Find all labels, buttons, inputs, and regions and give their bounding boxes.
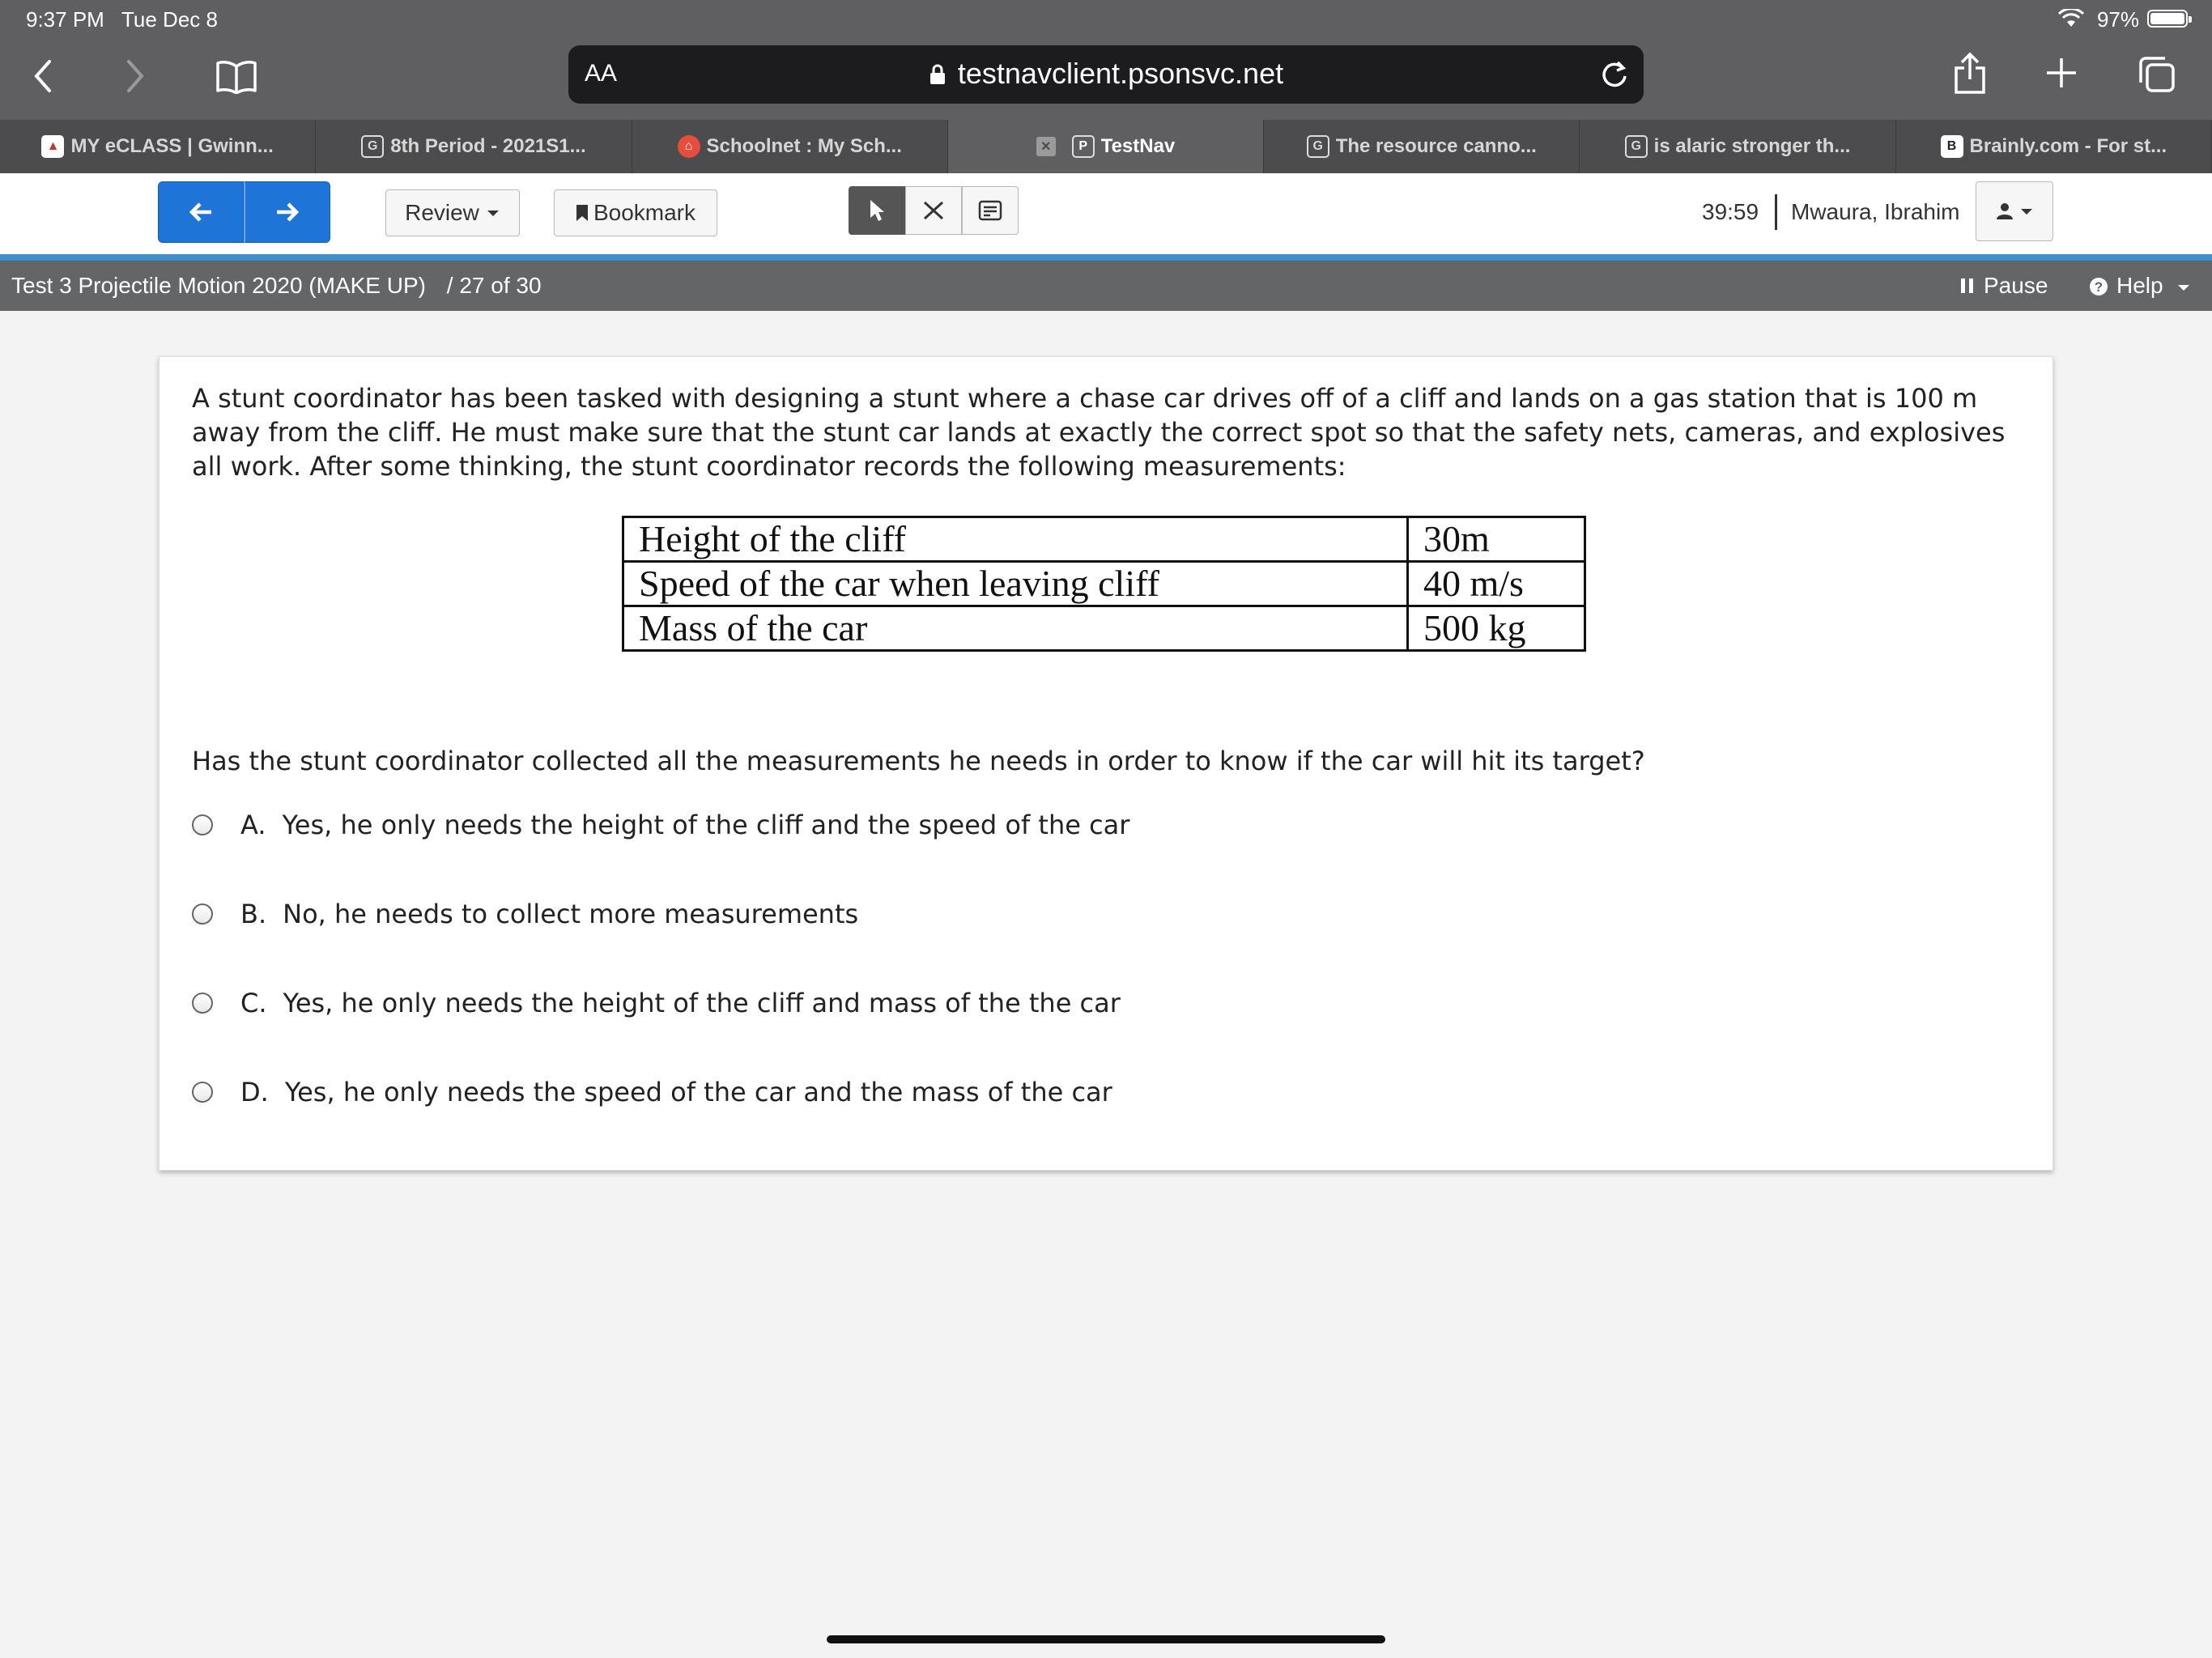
user-menu-button[interactable] [1976,181,2053,241]
brainly-icon: B [1941,135,1963,158]
text-size-button[interactable]: AA [585,60,618,87]
svg-text:?: ? [2094,279,2104,295]
user-icon [1995,202,2014,220]
radio-button[interactable] [192,993,213,1014]
cross-out-icon [922,200,945,221]
divider [1775,194,1777,230]
close-tab-icon[interactable]: × [1036,137,1056,156]
pause-icon [1959,277,1976,295]
timer: 39:59 [1702,199,1759,224]
browser-toolbar [0,39,2212,120]
caret-down-icon [486,208,500,218]
arrow-left-icon [189,202,213,223]
question-card [159,356,2053,1171]
notes-tool[interactable] [962,186,1019,235]
choice-letter: A. [240,810,266,840]
lock-icon [929,64,946,85]
share-icon[interactable] [1951,50,1989,97]
choice-letter: D. [240,1077,269,1107]
table-cell-label: Speed of the car when leaving cliff [623,562,1408,606]
reload-icon[interactable] [1600,60,1629,89]
tab-testnav[interactable] [948,120,1264,173]
radio-button[interactable] [192,814,213,835]
tab-brainly[interactable] [1896,120,2212,173]
url-text: testnavclient.psonsvc.net [957,57,1284,90]
pointer-tool[interactable] [849,186,905,235]
address-bar[interactable] [568,45,1644,104]
choice-text: No, he needs to collect more measurements [283,899,859,929]
new-tab-icon[interactable] [2042,53,2081,92]
table-cell-value: 40 m/s [1408,562,1585,606]
help-icon [2089,277,2108,296]
battery-icon [2147,10,2188,28]
help-label: Help [2116,273,2163,298]
arrow-right-icon [275,202,300,223]
tab-label: MY eCLASS | Gwinn... [70,135,274,157]
table-cell-value: 30m [1408,517,1585,562]
tabs-overview-icon[interactable] [2136,53,2178,96]
choice-text: Yes, he only needs the height of the cliff and the speed of the car [282,810,1130,840]
bookmark-button[interactable] [554,189,717,236]
question-prompt: Has the stunt coordinator collected all the measurements he needs in order to know if the car will hit its target? [192,746,1645,776]
nav-buttons [158,181,330,243]
choice-c[interactable] [192,983,1121,1023]
battery-percent: 97% [2096,7,2139,32]
radio-button[interactable] [192,903,213,925]
choice-text: Yes, he only needs the speed of the car and the mass of the car [284,1077,1112,1107]
table-cell-value: 500 kg [1408,606,1585,651]
test-title-row [11,273,542,299]
home-indicator [827,1635,1385,1643]
table-cell-label: Height of the cliff [623,517,1408,562]
table-row [623,517,1585,562]
g-icon: G [1307,135,1329,158]
tab-resource[interactable] [1264,120,1580,173]
status-bar [0,0,2212,39]
bookmark-icon [576,204,589,222]
eliminate-tool[interactable] [905,186,962,235]
schoolnet-icon: ⌂ [678,135,700,158]
table-row [623,606,1585,651]
p-icon: P [1072,135,1095,158]
eclass-icon: ▲ [41,135,64,158]
measurements-table [622,516,1586,652]
previous-button[interactable] [158,181,244,243]
tab-label: TestNav [1100,135,1176,157]
tool-group [849,186,1019,235]
tab-alaric[interactable] [1580,120,1895,173]
caret-down-icon [2177,283,2190,291]
pause-label: Pause [1984,273,2048,298]
forward-icon[interactable] [118,57,154,96]
tab-label: is alaric stronger th... [1653,135,1851,157]
table-row [623,562,1585,606]
radio-button[interactable] [192,1082,213,1103]
tab-schoolnet[interactable] [632,120,948,173]
wifi-icon [2058,9,2084,28]
tab-label: 8th Period - 2021S1... [390,135,586,157]
tab-label: Schoolnet : My Sch... [706,135,902,157]
question-stem: A stunt coordinator has been tasked with designing a stunt where a chase car drives off of a cliff and lands on a gas station that is 100 m away from the cliff. He must make sure that the stunt car lands at exactly the correct spot so that the safety nets, cameras, and explosives all work. After some thinking, the stunt coordinator records the following measurements: [192,383,2006,482]
bookmarks-icon[interactable] [212,57,261,97]
help-button[interactable] [2089,273,2190,299]
bookmark-label: Bookmark [593,200,696,225]
note-icon [978,200,1002,221]
test-title: Test 3 Projectile Motion 2020 (MAKE UP) [11,273,426,298]
review-button[interactable] [385,189,520,236]
testnav-toolbar [0,173,2212,261]
status-time: 9:37 PM [26,7,104,32]
tab-strip [0,120,2212,173]
test-header [0,261,2212,311]
pointer-icon [868,198,886,223]
g-icon: G [361,135,384,158]
table-cell-label: Mass of the car [623,606,1408,651]
tab-eclass[interactable] [0,120,316,173]
back-icon[interactable] [24,57,60,96]
choice-b[interactable] [192,894,858,934]
caret-down-icon [2019,206,2034,216]
tab-label: Brainly.com - For st... [1969,135,2167,157]
choice-d[interactable] [192,1072,1112,1112]
g-icon: G [1625,135,1648,158]
choice-letter: C. [240,988,267,1018]
question-progress: / 27 of 30 [446,273,542,298]
next-button[interactable] [244,181,330,243]
status-date: Tue Dec 8 [121,7,218,32]
tab-8th-period[interactable] [316,120,632,173]
user-name: Mwaura, Ibrahim [1791,199,1960,224]
tab-label: The resource canno... [1335,135,1537,157]
pause-button[interactable] [1959,273,2048,299]
review-label: Review [405,200,479,225]
choice-letter: B. [240,899,267,929]
choice-a[interactable] [192,805,1129,845]
choice-text: Yes, he only needs the height of the cliff and mass of the the car [283,988,1121,1018]
